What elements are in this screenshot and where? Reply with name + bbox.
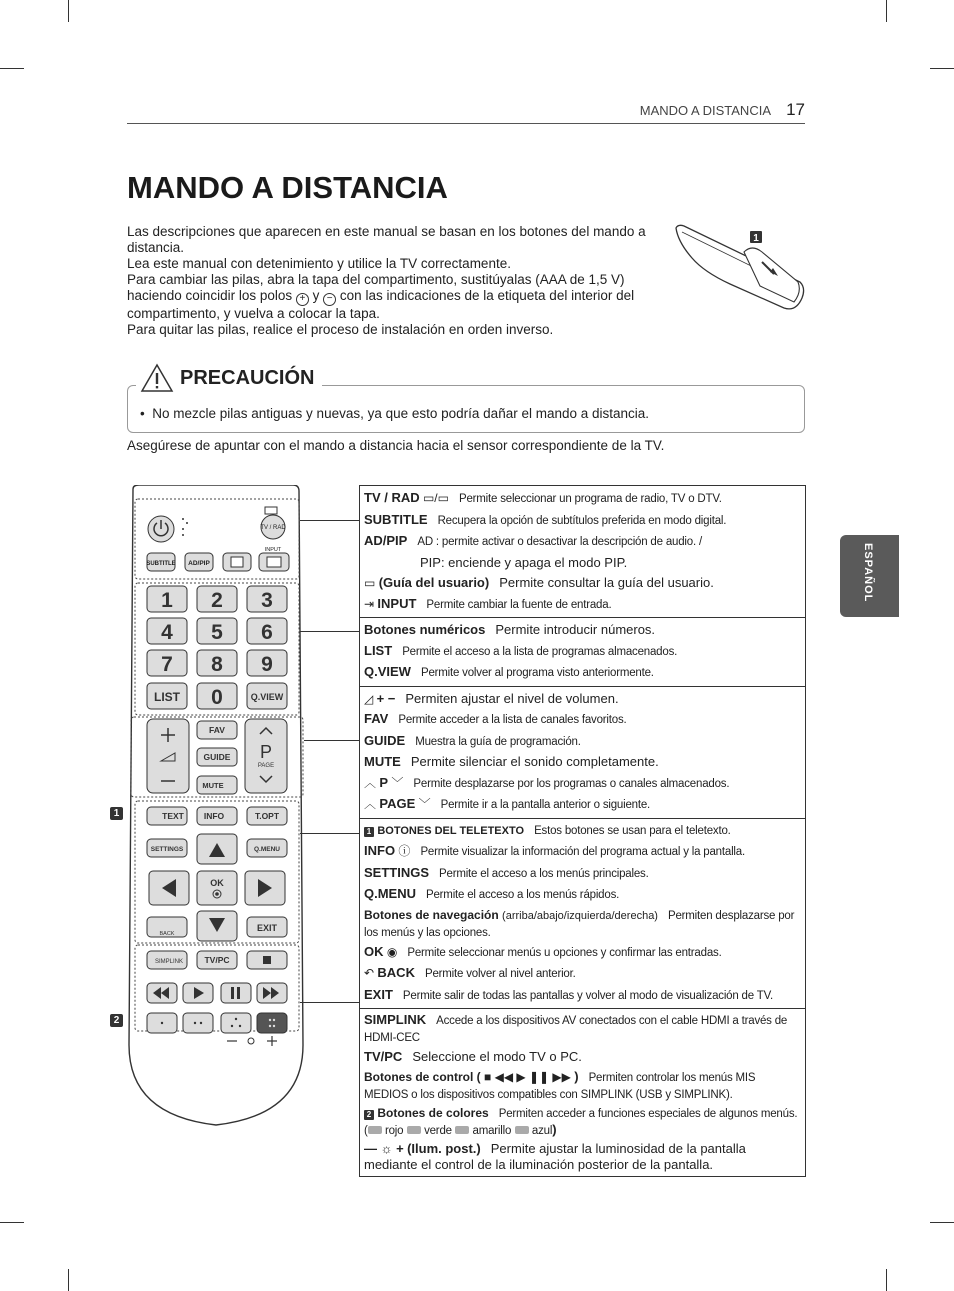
remote-control-illustration bbox=[127, 485, 305, 1129]
svg-text:OK: OK bbox=[210, 878, 224, 888]
desc-block-numeric: Botones numéricos Permite introducir números. LIST Permite el acceso a la lista de programas almacenados. Q.VIEW Permite volver al programa visto anteriormente. bbox=[360, 618, 805, 687]
chevron-up-icon: ︿ bbox=[364, 775, 377, 790]
blue-key-icon bbox=[515, 1126, 529, 1134]
chevron-down-icon: ﹀ bbox=[391, 775, 404, 790]
info-icon: ⓘ bbox=[398, 844, 411, 858]
ok-button bbox=[197, 871, 237, 905]
page-header bbox=[127, 99, 805, 124]
svg-text:0: 0 bbox=[211, 686, 223, 709]
desc-block-simplink: SIMPLINK Accede a los dispositivos AV conectados con el cable HDMI a través de HDMI-CEC TV/PC Seleccione el modo TV o PC. Botones de control ( ■ ◀◀ ▶ ❚❚ ▶▶ ) Permiten controlar los menús MIS MEDIOS o los dispositivos compatibles con SIMPLINK (USB y SIMPLINK). 2 Botones de colores Permiten acceder a funciones especiales de algunos menús. ( rojo verde amarillo azul) — ☼ + (Ilum. post.) Permite ajustar la luminosidad de la pantalla mediante el control de la iluminación posterior de la pantalla. bbox=[364, 1012, 798, 1172]
button-description-table bbox=[359, 485, 806, 1177]
svg-text:9: 9 bbox=[261, 653, 273, 676]
intro-line: Lea este manual con detenimiento y utilice la TV correctamente. bbox=[127, 256, 511, 271]
leader-line bbox=[300, 833, 359, 834]
svg-text:1: 1 bbox=[161, 589, 173, 612]
crop-mark bbox=[0, 1222, 24, 1223]
svg-text:MUTE: MUTE bbox=[202, 781, 224, 790]
leader-line bbox=[300, 520, 359, 521]
language-tab: ESPAÑOL bbox=[840, 535, 899, 617]
caution-item: • No mezcle pilas antiguas y nuevas, ya que esto podría dañar el mando a distancia. bbox=[140, 406, 650, 421]
svg-text:Q.VIEW: Q.VIEW bbox=[250, 692, 284, 702]
svg-text:TEXT: TEXT bbox=[162, 811, 184, 821]
pause-button bbox=[221, 983, 251, 1003]
intro-pilas: Para cambiar las pilas, abra la tapa del compartimento, sustitúyalas (AAA de 1,5 V) haciendo coincidir los polos + y − con las indicaciones de la etiqueta del interior del compartimento, y vuelva a colocar la tapa. bbox=[127, 272, 635, 321]
svg-text:8: 8 bbox=[211, 653, 223, 676]
svg-text:5: 5 bbox=[211, 621, 223, 644]
leader-line bbox=[300, 1002, 359, 1003]
svg-text:BACK: BACK bbox=[159, 931, 175, 937]
svg-text:4: 4 bbox=[161, 621, 173, 644]
battery-compartment-illustration bbox=[674, 222, 806, 314]
svg-text:AD/PIP: AD/PIP bbox=[188, 560, 210, 567]
crop-mark bbox=[68, 0, 69, 22]
crop-mark bbox=[68, 1269, 69, 1291]
header-section: MANDO A DISTANCIA bbox=[639, 103, 771, 118]
input-icon: ⇥ bbox=[364, 596, 375, 611]
crop-mark bbox=[886, 1269, 887, 1291]
svg-text:T.OPT: T.OPT bbox=[254, 811, 280, 821]
svg-text:TV/PC: TV/PC bbox=[204, 955, 230, 965]
crop-mark bbox=[930, 68, 954, 69]
leader-line bbox=[300, 631, 359, 632]
chevron-down-icon: ﹀ bbox=[418, 797, 431, 811]
svg-text:P: P bbox=[259, 742, 273, 762]
svg-text:EXIT: EXIT bbox=[256, 923, 278, 933]
svg-text:7: 7 bbox=[161, 653, 173, 676]
svg-text:2: 2 bbox=[211, 589, 223, 612]
caution-title: PRECAUCIÓN bbox=[180, 366, 315, 389]
desc-block-general: TV / RAD ▭/▭ Permite seleccionar un programa de radio, TV o DTV. SUBTITLE Recupera la opción de subtítulos preferida en modo digital. AD/PIP AD : permite activar o desactivar la descripción de audio. / PIP: enciende y apaga el modo PIP. ▭ (Guía del usuario) Permite consultar la guía del usuario. ⇥ INPUT Permite cambiar la fuente de entrada. bbox=[360, 486, 805, 618]
blue-button bbox=[257, 1013, 287, 1033]
svg-text:INPUT: INPUT bbox=[264, 547, 282, 553]
svg-text:6: 6 bbox=[261, 621, 273, 644]
yellow-key-icon bbox=[455, 1126, 469, 1134]
crop-mark bbox=[0, 68, 24, 69]
ok-icon: ◉ bbox=[386, 944, 398, 959]
page-number: 17 bbox=[786, 100, 805, 119]
green-key-icon bbox=[407, 1126, 421, 1134]
svg-text:SETTINGS: SETTINGS bbox=[150, 846, 184, 853]
svg-text:GUIDE: GUIDE bbox=[203, 752, 231, 762]
plus-pole-icon: + bbox=[296, 293, 309, 306]
desc-block-teletext: 1 BOTONES DEL TELETEXTO Estos botones se usan para el teletexto. INFO ⓘ Permite visualizar la información del programa actual y la pantalla. SETTINGS Permite el acceso a los menús principales. Q.MENU Permite el acceso a los menús rápidos. Botones de navegación (arriba/abajo/izquierda/derecha) Permiten desplazarse por los menús y las opciones. OK ◉ Permite seleccionar menús u opciones y confirmar las entradas. ↶ BACK Permite volver al nivel anterior. EXIT Permite salir de todas las pantallas y volver al modo de visualización de TV. bbox=[360, 819, 805, 1010]
svg-text:TV / RAD: TV / RAD bbox=[260, 525, 286, 531]
remote-marker-2: 2 bbox=[110, 1014, 123, 1027]
svg-text:PAGE: PAGE bbox=[257, 763, 275, 769]
svg-text:LIST: LIST bbox=[154, 690, 180, 704]
back-icon: ↶ bbox=[364, 966, 375, 980]
minus-pole-icon: − bbox=[323, 293, 336, 306]
crop-mark bbox=[930, 1222, 954, 1223]
desc-block-volume: ◿ + − Permiten ajustar el nivel de volumen. FAV Permite acceder a la lista de canales favoritos. GUIDE Muestra la guía de programación. MUTE Permite silenciar el sonido completamente. ︿ P ﹀ Permite desplazarse por los programas o canales almacenados. ︿ PAGE ﹀ Permite ir a la pantalla anterior o siguiente. bbox=[360, 687, 805, 819]
svg-text:SIMPLINK: SIMPLINK bbox=[154, 959, 184, 965]
backlight-icon: — ☼ + bbox=[364, 1140, 404, 1156]
intro-line: Para quitar las pilas, realice el proceso de instalación en orden inverso. bbox=[127, 322, 554, 337]
svg-text:INFO: INFO bbox=[203, 811, 225, 821]
warning-icon bbox=[140, 363, 174, 393]
user-guide-icon: ▭ bbox=[364, 576, 376, 590]
intro-line: Las descripciones que aparecen en este manual se basan en los botones del mando a distancia. bbox=[127, 224, 646, 255]
green-button bbox=[183, 1013, 213, 1033]
svg-text:SUBTITLE: SUBTITLE bbox=[146, 561, 176, 567]
intro-text bbox=[127, 224, 672, 338]
svg-text:FAV: FAV bbox=[209, 725, 225, 735]
battery-marker: 1 bbox=[753, 233, 759, 244]
media-controls-icon: ■ ◀◀ ▶ ❚❚ ▶▶ bbox=[484, 1069, 571, 1084]
svg-text:Q.MENU: Q.MENU bbox=[254, 846, 280, 853]
crop-mark bbox=[886, 0, 887, 22]
aim-note: Asegúrese de apuntar con el mando a distancia hacia el sensor correspondiente de la TV. bbox=[127, 438, 665, 453]
caution-header bbox=[136, 363, 322, 393]
svg-text:3: 3 bbox=[261, 589, 273, 612]
yellow-button bbox=[221, 1013, 251, 1033]
chevron-up-icon: ︿ bbox=[364, 797, 377, 811]
remote-marker-1: 1 bbox=[110, 807, 123, 820]
leader-line bbox=[304, 740, 359, 741]
page-title: MANDO A DISTANCIA bbox=[127, 170, 448, 205]
red-key-icon bbox=[368, 1126, 382, 1134]
volume-icon: ◿ bbox=[364, 691, 374, 706]
